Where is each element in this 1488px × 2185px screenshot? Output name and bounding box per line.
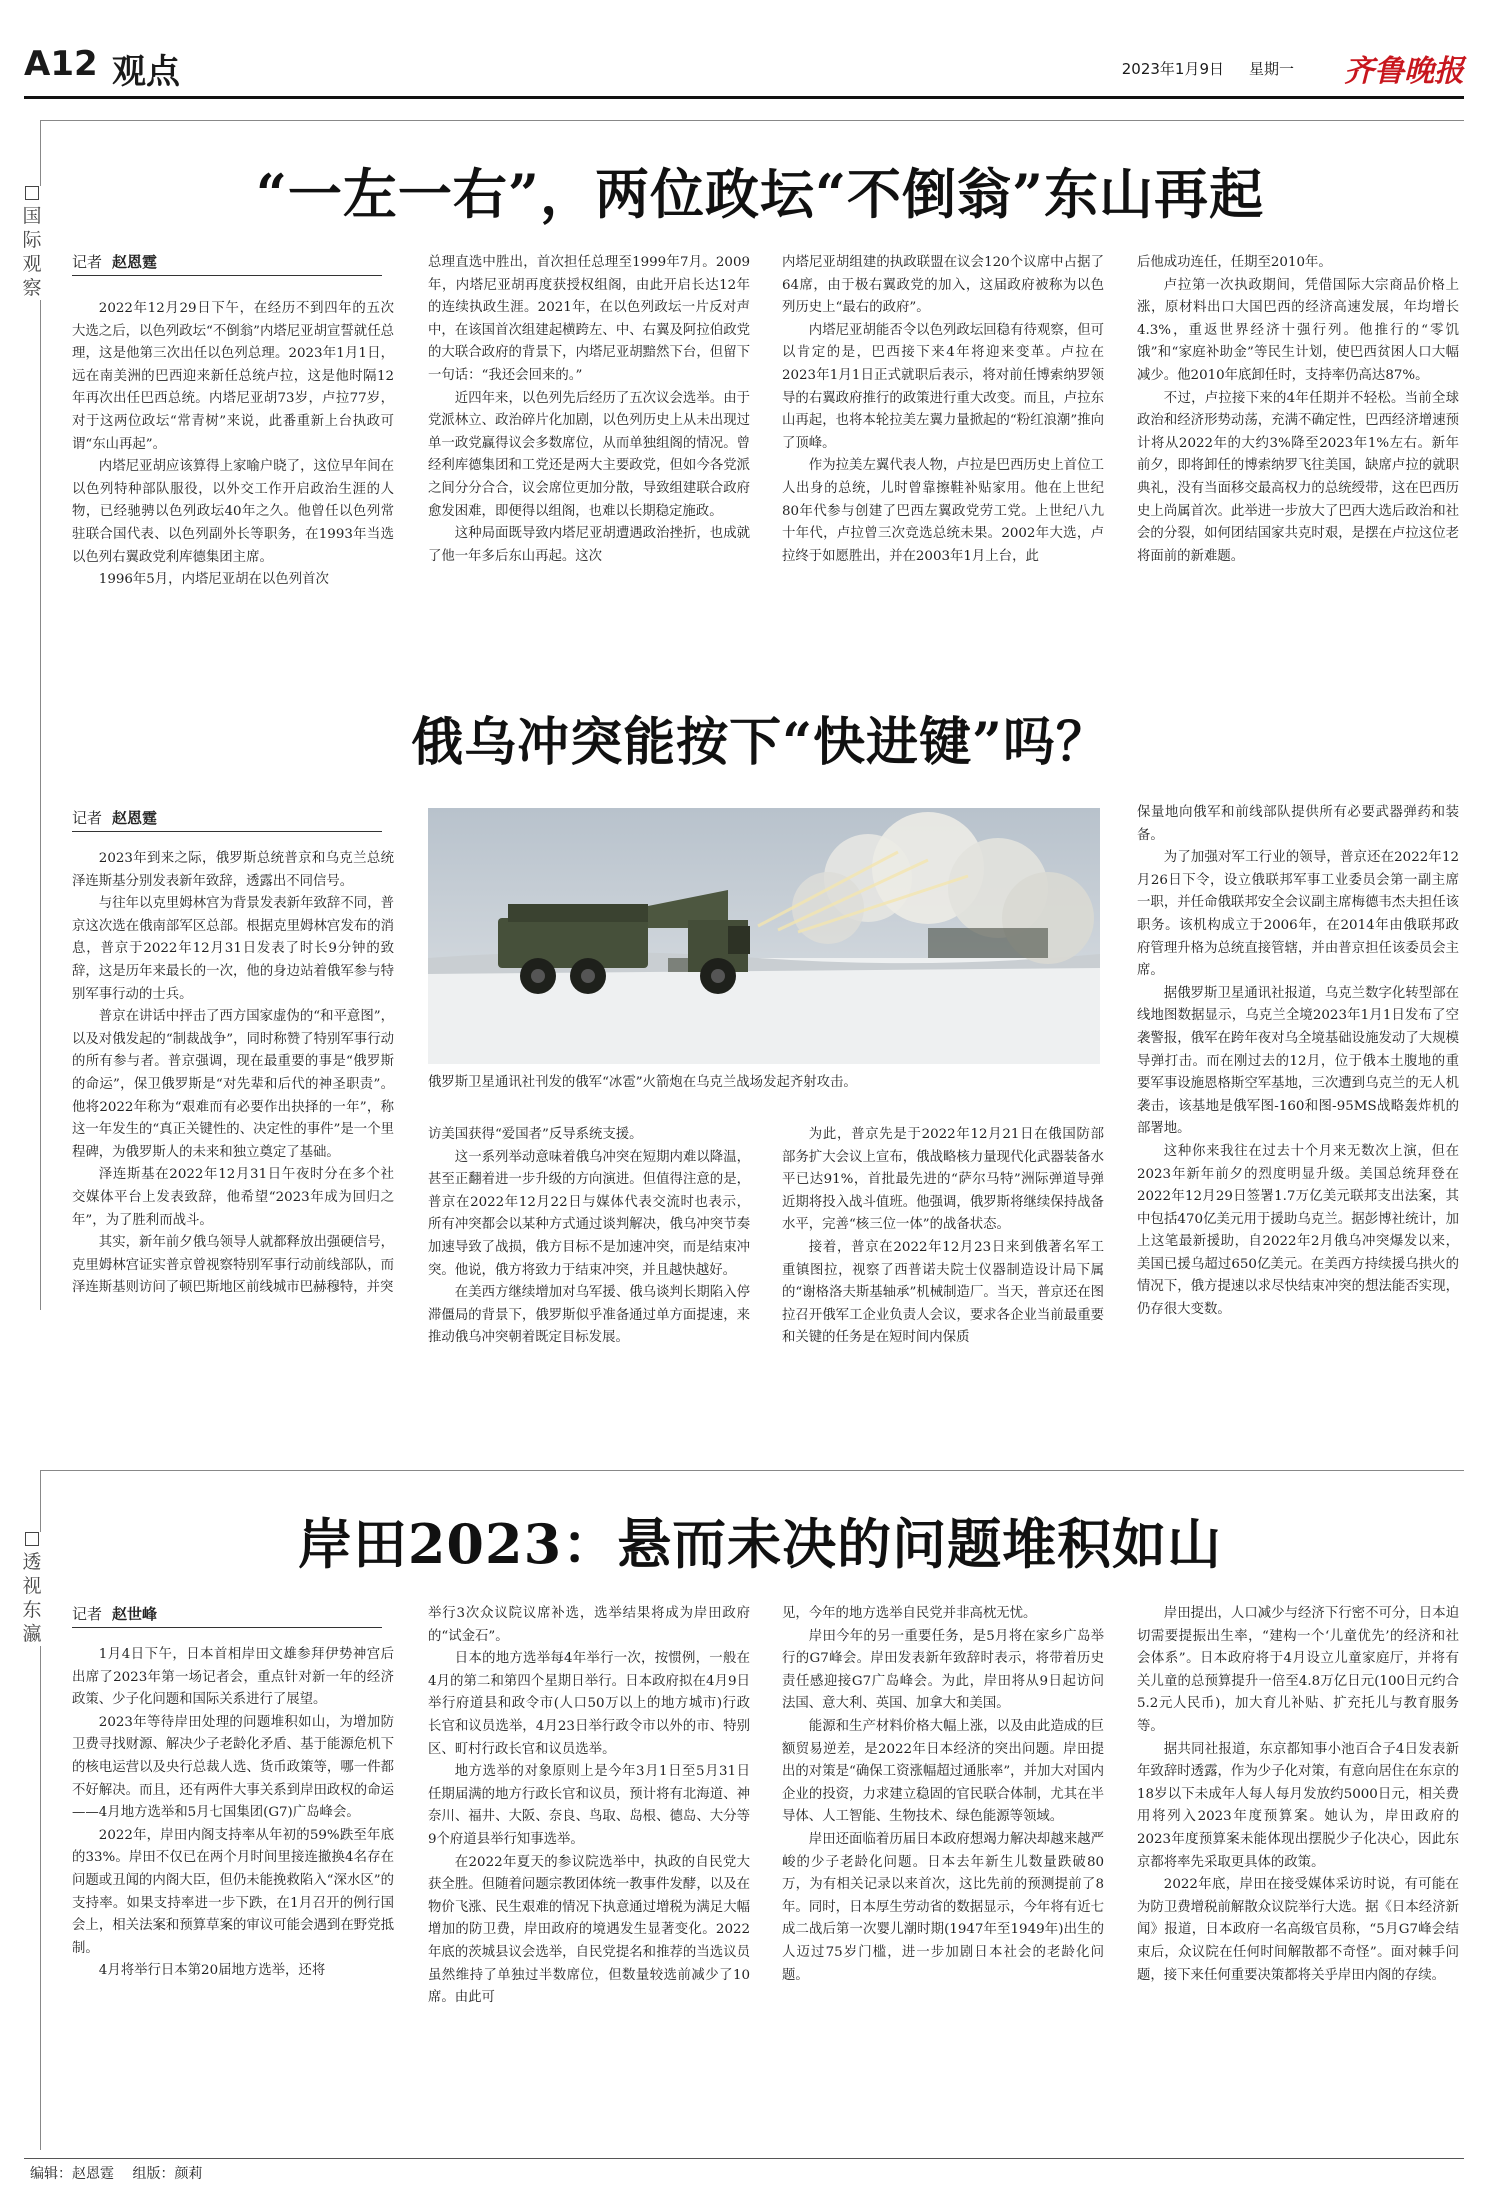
story3-column-3 [782,1603,1104,2150]
paragraph: 见，今年的地方选举自民党并非高枕无忧。 [782,1606,1037,1621]
story2-headline: 俄乌冲突能按下“快进键”吗？ [411,712,1109,773]
paragraph: 不过，卢拉接下来的4年任期并不轻松。当前全球政治和经济形势动荡，充满不确定性，巴西经济增速预计将从2022年的大约3%降至2023年1%左右。新年前夕，即将卸任的博索纳罗飞往美国，缺席卢拉的就职典礼，没有当面移交最高权力的总统绶带，这在巴西历史上尚属首次。此举进一步放大了巴西大选后政治和社会的分裂，如何团结国家共克时艰，是摆在卢拉这位老将面前的新难题。 [1137,390,1459,564]
paragraph: 在2022年夏天的参议院选举中，执政的自民党大获全胜。但随着问题宗教团体统一教事件发酵，以及在物价飞涨、民生艰难的情况下执意通过增税为满足大幅增加的防卫费，岸田政府的境遇发生显著变化。2022年底的茨城县议会选举，自民党提名和推荐的当选议员虽然维持了单独过半数席位，但数量较选前减少了10席。由此可 [428,1854,750,2006]
story1-column-2 [428,252,750,648]
story1-column-4 [1137,252,1459,648]
footer-rule [24,2158,1464,2159]
tag-box-icon [25,1532,39,1546]
paragraph: 这种你来我往在过去十个月来无数次上演，但在2023年新年前夕的烈度明显升级。美国总统拜登在2022年12月29日签署1.7万亿美元联邦支出法案，其中包括470亿美元用于援助乌克兰。据彭博社统计，加上这笔最新援助，自2022年2月俄乌冲突爆发以来，美国已援乌超过650亿美元。在美西方持续援乌拱火的情况下，俄方提速以求尽快结束冲突的想法能否实现，仍存很大变数。 [1137,1143,1459,1318]
paragraph: 为此，普京先是于2022年12月21日在俄国防部部务扩大会议上宣布，俄战略核力量现代化武器装备水平已达91%，首批最先进的“萨尔马特”洲际弹道导弹近期将投入战斗值班。他强调，俄罗斯将继续保持战备水平，完善“核三位一体”的战备状态。 [782,1127,1104,1233]
paragraph: 能源和生产材料价格大幅上涨，以及由此造成的巨额贸易逆差，是2022年日本经济的突出问题。岸田提出的对策是“确保工资涨幅超过通胀率”，并加大对国内企业的投资，力求建立稳固的官民联合体制，尤其在半导体、人工智能、生物技术、绿色能源等领域。 [782,1718,1104,1825]
section-title: 观点 [112,52,180,92]
rocket-launcher-photo [428,808,1100,1064]
story2-column-1 [72,848,394,1478]
paragraph: 这一系列举动意味着俄乌冲突在短期内难以降温，甚至正翻着进一步升级的方向演进。但值得注意的是，普京在2022年12月22日与媒体代表交流时也表示，所有冲突都会以某种方式通过谈判解决，俄乌冲突节奏加速导致了战损，俄方目标不是加速冲突，而是结束冲突。他说，俄方将致力于结束冲突，并且越快越好。 [428,1149,750,1278]
paragraph: 1月4日下午，日本首相岸田文雄参拜伊势神宫后出席了2023年第一场记者会，重点针对新一年的经济政策、少子化问题和国际关系进行了展望。 [72,1647,394,1708]
paragraph: 在美西方继续增加对乌军援、俄乌谈判长期陷入停滞僵局的背景下，俄罗斯似乎准备通过单方面提速，来推动俄乌冲突朝着既定目标发展。 [428,1285,750,1346]
paragraph: 泽连斯基在2022年12月31日午夜时分在多个社交媒体平台上发表致辞，他希望“2023年成为回归之年”，为了胜利而战斗。 [72,1167,394,1228]
rocket-launcher-illustration [428,808,1100,1064]
paragraph: 总理直选中胜出，首次担任总理至1999年7月。2009年，内塔尼亚胡再度获授权组阁，由此开启长达12年的连续执政生涯。2021年，在以色列政坛一片反对声中，在该国首次组建起横跨左、中、右翼及阿拉伯政党的大联合政府的背景下，内塔尼亚胡黯然下台，但留下一句话：“我还会回来的。” [428,255,750,383]
story3-byline: 记者 赵世峰 [72,1605,158,1623]
story2-byline: 记者 赵恩霆 [72,809,158,827]
issue-weekday: 星期一 [1248,60,1294,78]
story1-column-3 [782,252,1104,648]
paragraph: 2022年，岸田内阁支持率从年初的59%跌至年底的33%。岸田不仅已在两个月时间里接连撤换4名存在问题或丑闻的内阁大臣，但仍未能挽救陷入“深水区”的支持率。如果支持率进一步下跌，在1月召开的例行国会上，相关法案和预算草案的审议可能会遇到在野党抵制。 [72,1827,394,1956]
story2-byline-rule [72,831,382,832]
paragraph: 其实，新年前夕俄乌领导人就都释放出强硬信号，克里姆林宫证实普京曾视察特别军事行动前线部队，而泽连斯基则访问了顿巴斯地区前线城市巴赫穆特，并突 [72,1235,394,1296]
paragraph: 2022年12月29日下午，在经历不到四年的五次大选之后，以色列政坛“不倒翁”内塔尼亚胡宣誓就任总理，这是他第三次出任以色列总理。2023年1月1日，远在南美洲的巴西迎来新任总统卢拉，这是他时隔12年再次出任巴西总统。内塔尼亚胡73岁，卢拉77岁，对于这两位政坛“常青树”来说，此番重新上台执政可谓“东山再起”。 [72,301,394,452]
paragraph: 据共同社报道，东京都知事小池百合子4日发表新年致辞时透露，作为少子化对策，有意向居住在东京的18岁以下未成年人每人每月发放约5000日元，相关费用将列入2023年度预算案。她认为，岸田政府的2023年度预算案未能体现出摆脱少子化决心，因此东京都将率先采取更具体的政策。 [1137,1741,1459,1870]
story1-headline: “一左一右”，两位政坛“不倒翁”东山再起 [255,162,1265,226]
paragraph: 举行3次众议院议席补选，选举结果将成为岸田政府的“试金石”。 [428,1606,750,1644]
story1-top-rule [40,120,1464,121]
paragraph: 作为拉美左翼代表人物，卢拉是巴西历史上首位工人出身的总统，儿时曾靠擦鞋补贴家用。他在上世纪80年代参与创建了巴西左翼政党劳工党。上世纪八九十年代，卢拉曾三次竞选总统未果。2002年大选，卢拉终于如愿胜出，并在2003年1月上台，此 [782,458,1104,564]
story3-byline-rule [72,1627,382,1628]
paragraph: 地方选举的对象原则上是今年3月1日至5月31日任期届满的地方行政长官和议员，预计将有北海道、神奈川、福井、大阪、奈良、鸟取、岛根、德岛、大分等9个府道县举行知事选举。 [428,1764,750,1847]
paragraph: 2023年等待岸田处理的问题堆积如山，为增加防卫费寻找财源、解决少子老龄化矛盾、基于能源危机下的核电运营以及央行总裁人选、货币政策等，哪一件都不好解决。而且，还有两件大事关系到岸田政权的命运——4月地方选举和5月七国集团(G7)广岛峰会。 [72,1714,394,1821]
story2-column-3 [782,1124,1104,1478]
paragraph: 2022年底，岸田在接受媒体采访时说，有可能在为防卫费增税前解散众议院举行大选。据《日本经济新闻》报道，日本政府一名高级官员称，“5月G7峰会结束后，众议院在任何时间解散都不奇怪”。面对棘手问题，接下来任何重要决策都将关乎岸田内阁的存续。 [1137,1877,1459,1983]
story3-column-1 [72,1644,394,2150]
paragraph: 岸田提出，人口减少与经济下行密不可分，日本迫切需要提振出生率，“建构一个‘儿童优先’的经济和社会体系”。日本政府将于4月设立儿童家庭厅，并将有关儿童的总预算提升一倍至4.8万亿日元(100日元约合5.2元人民币)，加大育儿补贴、扩充托儿与教育服务等。 [1137,1606,1459,1734]
paragraph: 据俄罗斯卫星通讯社报道，乌克兰数字化转型部在线地图数据显示，乌克兰全境2023年1月1日发布了空袭警报，俄军在跨年夜对乌全境基础设施发动了大规模导弹打击。而在刚过去的12月，位于俄本土腹地的重要军事设施恩格斯空军基地，三次遭到乌克兰的无人机袭击，该基地是俄军图-160和图-95MS战略轰炸机的部署地。 [1137,985,1459,1137]
story3-column-2 [428,1603,750,2150]
paragraph: 岸田今年的另一重要任务，是5月将在家乡广岛举行的G7峰会。岸田发表新年致辞时表示，将带着历史责任感迎接G7广岛峰会。为此，岸田将从9日起访问法国、意大利、英国、加拿大和美国。 [782,1628,1104,1712]
paragraph: 1996年5月，内塔尼亚胡在以色列首次 [98,572,329,588]
masthead-rule [24,96,1464,99]
story3-top-rule [40,1470,1464,1471]
paragraph: 岸田还面临着历届日本政府想竭力解决却越来越严峻的少子老龄化问题。日本去年新生儿数量跌破80万，为有相关记录以来首次，这比先前的预测提前了8年。同时，日本厚生劳动省的数据显示，今年将有近七成二战后第一次婴儿潮时期(1947年至1949年)出生的人迈过75岁门槛，进一步加剧日本社会的老龄化问题。 [782,1831,1104,1983]
newspaper-logo: 齐鲁晚报 [1344,54,1464,89]
paragraph: 接着，普京在2022年12月23日来到俄著名军工重镇图拉，视察了西普诺夫院士仪器制造设计局下属的“谢格洛夫斯基轴承”机械制造厂。当天，普京还在图拉召开俄军工企业负责人会议，要求各企业当前最重要和关键的任务是在短时间内保质 [782,1239,1104,1346]
paragraph: 保量地向俄军和前线部队提供所有必要武器弹药和装备。 [1137,805,1459,843]
story1-byline: 记者 赵恩霆 [72,253,158,271]
issue-date: 2023年1月9日 [1121,60,1224,78]
paragraph: 日本的地方选举每4年举行一次，按惯例，一般在4月的第二和第四个星期日举行。日本政府拟在4月9日举行府道县和政令市(人口50万以上的地方城市)行政长官和议员选举，4月23日举行政令市以外的市、特别区、町村行政长官和议员选举。 [428,1651,750,1757]
story1-column-1 [72,298,394,648]
editor-credit: 编辑：赵恩霆 [30,2166,114,2182]
paragraph: 4月将举行日本第20届地方选举，还将 [98,1963,326,1979]
story3-column-4 [1137,1603,1459,2150]
paragraph: 内塔尼亚胡能否令以色列政坛回稳有待观察，但可以肯定的是，巴西接下来4年将迎来变革。卢拉在2023年1月1日正式就职后表示，将对前任博索纳罗领导的右翼政府推行的政策进行重大改变。而且，卢拉东山再起，也将本轮拉美左翼力量掀起的“粉红浪潮”推向了顶峰。 [782,322,1104,451]
story3-headline: 岸田2023：悬而未决的问题堆积如山 [297,1512,1223,1576]
story1-byline-rule [72,275,382,276]
paragraph: 访美国获得“爱国者”反导系统支援。 [428,1127,643,1142]
story3-section-tag: 透 视 东 瀛 [18,1532,46,1646]
paragraph: 为了加强对军工行业的领导，普京还在2022年12月26日下令，设立俄联邦军事工业委员会第一副主席一职，并任命俄联邦安全会议副主席梅德韦杰夫担任该职务。该机构成立于2006年，在2014年由俄联邦政府管理升格为总统直接管辖，并由普京担任该委员会主席。 [1137,850,1459,979]
page-footer [30,2163,216,2183]
story2-column-2 [428,1124,750,1478]
paragraph: 后他成功连任，任期至2010年。 [1137,255,1332,270]
paragraph: 卢拉第一次执政期间，凭借国际大宗商品价格上涨，原材料出口大国巴西的经济高速发展，年均增长4.3%，重返世界经济十强行列。他推行的“零饥饿”和“家庭补助金”等民生计划，使巴西贫困人口大幅减少。他2010年底卸任时，支持率仍高达87%。 [1137,277,1459,383]
paragraph: 这种局面既导致内塔尼亚胡遭遇政治挫折，也成就了他一年多后东山再起。这次 [428,526,750,564]
paragraph: 内塔尼亚胡应该算得上家喻户晓了，这位早年间在以色列特种部队服役，以外交工作开启政治生涯的人物，已经驰骋以色列政坛40年之久。他曾任以色列常驻联合国代表、以色列副外长等职务，在1993年当选以色列右翼政党利库德集团主席。 [72,459,394,565]
designer-credit: 组版：颜莉 [132,2166,203,2182]
masthead [24,44,1464,104]
paragraph: 2023年到来之际，俄罗斯总统普京和乌克兰总统泽连斯基分别发表新年致辞，透露出不同信号。 [72,851,394,889]
page-number: A12 [24,44,98,84]
tag-box-icon [25,186,39,200]
paragraph: 内塔尼亚胡组建的执政联盟在议会120个议席中占据了64席，由于极右翼政党的加入，这届政府被称为以色列历史上“最右的政府”。 [782,255,1104,316]
story1-section-tag: 国 际 观 察 [18,186,46,300]
story2-column-4 [1137,802,1459,1478]
paragraph: 与往年以克里姆林宫为背景发表新年致辞不同，普京这次选在俄南部军区总部。根据克里姆林宫发布的消息，普京于2022年12月31日发表了时长9分钟的致辞，这是历年来最长的一次，他的身边站着俄军参与特别军事行动的士兵。 [72,896,394,1002]
paragraph: 普京在讲话中抨击了西方国家虚伪的“和平意图”，以及对俄发起的“制裁战争”，同时称赞了特别军事行动的所有参与者。普京强调，现在最重要的事是“俄罗斯的命运”，保卫俄罗斯是“对先辈和后代的神圣职责”。他将2022年称为“艰难而有必要作出抉择的一年”，称这一年发生的“真正关键性的、决定性的事件”是一个里程碑，为俄罗斯人的未来和独立奠定了基础。 [72,1009,394,1160]
paragraph: 近四年来，以色列先后经历了五次议会选举。由于党派林立、政治碎片化加剧，以色列历史上从未出现过单一政党赢得议会多数席位，从而单独组阁的情况。曾经利库德集团和工党还是两大主要政党，但如今各党派之间分分合合，议会席位更加分散，导致组建联合政府愈发困难，即便得以组阁，也难以长期稳定施政。 [428,390,750,519]
photo-caption: 俄罗斯卫星通讯社刊发的俄军“冰雹”火箭炮在乌克兰战场发起齐射攻击。 [428,1075,857,1090]
